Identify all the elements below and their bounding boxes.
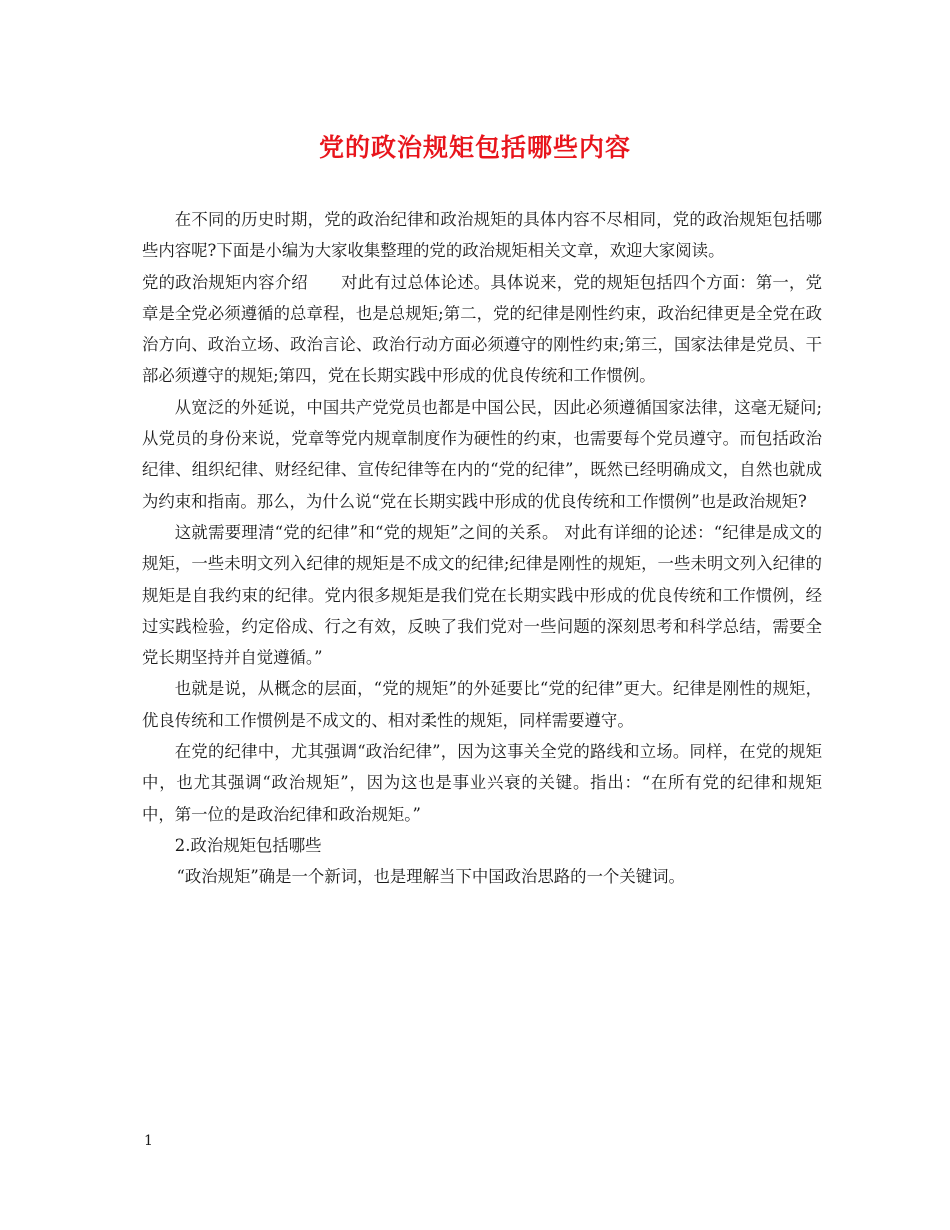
paragraph-overview: 党的政治规矩内容介绍 对此有过总体论述。具体说来，党的规矩包括四个方面：第一，党章是全党必须遵循的总章程，也是总规矩;第二，党的纪律是刚性约束，政治纪律更是全党在政治方向、政治立场、政治言论、政治行动方面必须遵守的刚性约束;第三，国家法律是党员、干部必须遵守的规矩;第四，党在长期实践中形成的优良传统和工作惯例。	[142, 272, 822, 386]
paragraph-emphasis: 在党的纪律中，尤其强调“政治纪律”，因为这事关全党的路线和立场。同样，在党的规矩中，也尤其强调“政治规矩”，因为这也是事业兴衰的关键。指出：“在所有党的纪律和规矩中，第一位的是政治纪律和政治规矩。”	[142, 742, 822, 824]
page-number: 1	[144, 1133, 153, 1149]
paragraph-concept: 也就是说，从概念的层面，“党的规矩”的外延要比“党的纪律”更大。纪律是刚性的规矩，优良传统和工作惯例是不成文的、相对柔性的规矩，同样需要遵守。	[142, 679, 822, 730]
paragraph-keyword: “政治规矩”确是一个新词，也是理解当下中国政治思路的一个关键词。	[176, 867, 685, 887]
section-heading: 2.政治规矩包括哪些	[174, 835, 322, 855]
paragraph-relationship: 这就需要理清“党的纪律”和“党的规矩”之间的关系。 对此有详细的论述：“纪律是成文的规矩，一些未明文列入纪律的规矩是不成文的纪律;纪律是刚性的规矩，一些未明文列入纪律的规矩是自我约束的纪律。党内很多规矩是我们党在长期实践中形成的优良传统和工作惯例，经过实践检验，约定俗成、行之有效，反映了我们党对一些问题的深刻思考和科学总结，需要全党长期坚持并自觉遵循。”	[142, 522, 822, 668]
document-title: 党的政治规矩包括哪些内容	[318, 133, 631, 162]
paragraph-intro: 在不同的历史时期，党的政治纪律和政治规矩的具体内容不尽相同，党的政治规矩包括哪些内容呢?下面是小编为大家收集整理的党的政治规矩相关文章，欢迎大家阅读。	[142, 210, 822, 261]
paragraph-law: 从宽泛的外延说，中国共产党党员也都是中国公民，因此必须遵循国家法律，这毫无疑问;从党员的身份来说，党章等党内规章制度作为硬性的约束，也需要每个党员遵守。而包括政治纪律、组织纪律、财经纪律、宣传纪律等在内的“党的纪律”，既然已经明确成文，自然也就成为约束和指南。那么，为什么说“党在长期实践中形成的优良传统和工作惯例”也是政治规矩?	[142, 397, 822, 511]
document-body	[142, 204, 822, 893]
